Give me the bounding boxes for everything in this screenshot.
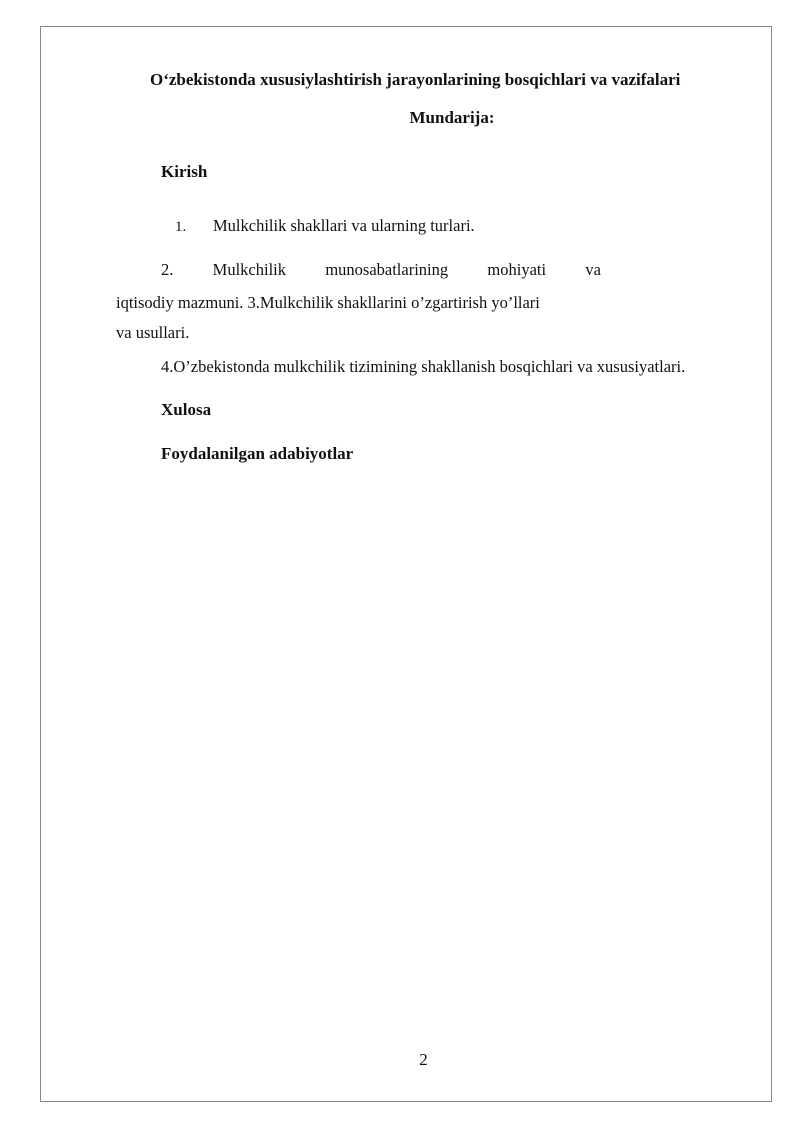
toc-entry-word: Mulkchilik — [212, 260, 287, 279]
document-title: O‘zbekistonda xususiylashtirish jarayonlarining bosqichlari va vazifalari — [150, 70, 681, 89]
page-number: 2 — [419, 1050, 428, 1069]
toc-entry-references: Foydalanilgan adabiyotlar — [161, 444, 354, 463]
toc-heading: Mundarija: — [409, 108, 495, 127]
toc-entry-3-continuation: va usullari. — [116, 323, 190, 342]
toc-entry-word: va — [585, 260, 601, 279]
page-frame — [40, 26, 772, 1102]
toc-entry-2 — [161, 260, 601, 280]
toc-entry-word: munosabatlarining — [325, 260, 449, 279]
toc-entry-word: mohiyati — [487, 260, 547, 279]
toc-entry-2-continuation: iqtisodiy mazmuni. 3.Mulkchilik shakllarini o’zgartirish yo’llari — [116, 293, 540, 312]
toc-entry-number: 2. — [161, 260, 174, 279]
toc-entry-conclusion: Xulosa — [161, 400, 212, 419]
toc-entry-intro: Kirish — [161, 162, 208, 181]
toc-entry-text: Mulkchilik shakllari va ularning turlari. — [213, 216, 475, 235]
toc-entry-1 — [175, 216, 475, 236]
toc-entry-number: 1. — [175, 219, 187, 235]
toc-entry-4: 4.O’zbekistonda mulkchilik tizimining shakllanish bosqichlari va xususiyatlari. — [161, 357, 686, 376]
